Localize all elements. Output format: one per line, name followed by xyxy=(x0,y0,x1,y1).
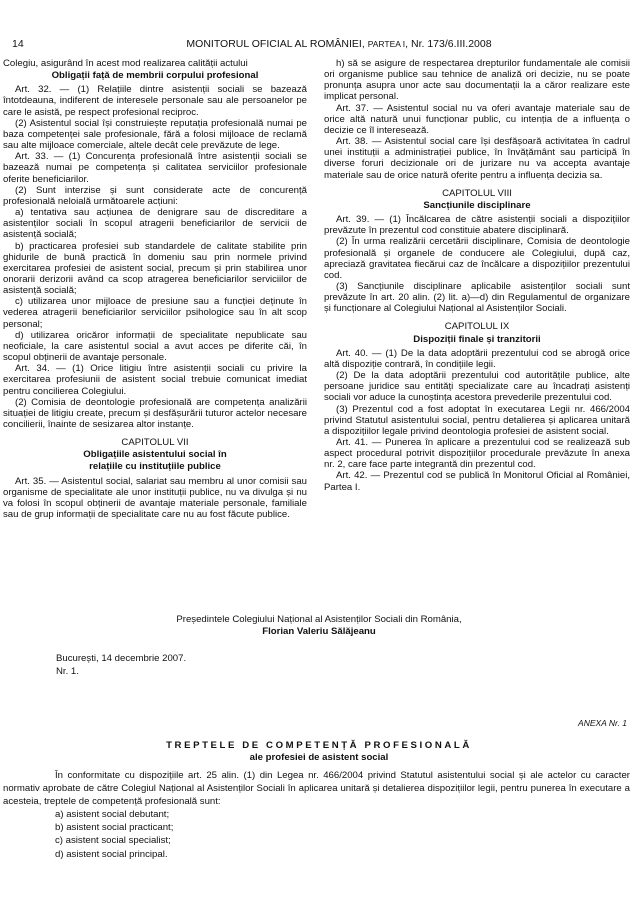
annex-label: ANEXA Nr. 1 xyxy=(578,718,627,728)
article-33-d: d) utilizarea oricăror informații de specialitate nepublicate sau neoficiale, la care asistentul social a avut acces pe diferite căi, în scopul obținerii de avantaje personale. xyxy=(3,329,307,364)
article-35: Art. 35. — Asistentul social, salariat sau membru al unor comisii sau organisme de specialitate ale unor instituții publice, nu va divulga și nu va folosi în scopul obținerii de avantaje materiale personale, familiale sau de grup informații de specialitate care nu au fost făcute publice. xyxy=(3,475,307,521)
article-40-1: Art. 40. — (1) De la data adoptării prezentului cod se abrogă orice altă dispoziție contrară, în condițiile legii. xyxy=(324,347,630,370)
page-number: 14 xyxy=(12,38,24,50)
item-h: h) să se asigure de respectarea drepturilor fundamentale ale comisii ori organisme publice sau tehnice de analiză ori decizie, nu se poate pronunța asupra unor acte sau documentații la a căror realizare este implicat personal. xyxy=(324,58,630,103)
article-32-2: (2) Asistentul social își construiește reputația profesională numai pe baza competenței sale profesionale, fără a folosi mijloace de reclamă sau alte mijloace comerciale, altele decât cele prevăzute de lege. xyxy=(3,117,307,152)
article-42: Art. 42. — Prezentul cod se publică în Monitorul Oficial al României, Partea I. xyxy=(324,470,630,493)
annex-intro: În conformitate cu dispozițiile art. 25 alin. (1) din Legea nr. 466/2004 privind Statutul asistentului social și ale actelor cu caracter normativ aprobate de către Colegiul Național al Asistenților Sociali în aplicarea unitară și detalierea dispozițiilor legii, pentru punerea în executare a acesteia, treptele de competență profesională sunt: xyxy=(3,770,630,808)
signatory-role: Președintele Colegiului Național al Asistenților Sociali din România, xyxy=(176,614,462,625)
article-38: Art. 38. — Asistentul social care își desfășoară activitatea în cadrul unei instituții a administrației publice, în învățământ sau participă în diverse foruri decizionale ori de jurizare nu va accepta avantaje materiale sau de orice natură oferite pentru a influența decizia sa. xyxy=(324,136,630,181)
article-39-3: (3) Sancțiunile disciplinare aplicabile asistenților sociali sunt prevăzute în art. 20 alin. (2) lit. a)—d) din Regulamentul de organizare și funcționare al Colegiului Național al Asistenților Sociali. xyxy=(324,280,630,315)
chapter-heading: CAPITOLUL VIII xyxy=(442,187,512,199)
article-41: Art. 41. — Punerea în aplicare a prezentului cod se realizează sub aspect procedural potrivit dispozițiilor procedurale prevăzute în anexa nr. 2, care face parte integrantă din prezentul cod. xyxy=(324,437,630,471)
annex-title-line: TREPTELE DE COMPETENȚĂ PROFESIONALĂ xyxy=(166,740,472,751)
chapter-heading: CAPITOLUL VII xyxy=(121,437,189,449)
chapter-title: Dispoziții finale și tranzitorii xyxy=(413,333,541,345)
article-34-1: Art. 34. — (1) Orice litigiu între asistenții sociali cu privire la exercitarea profesiunii de asistent social trebuie comunicat imediat pentru concilierea Colegiului. xyxy=(3,363,307,397)
annex-body xyxy=(3,769,630,861)
article-33-1: Art. 33. — (1) Concurența profesională între asistenții sociali se bazează numai pe competența și calitatea serviciilor profesionale oferite beneficiarilor. xyxy=(3,151,307,185)
chapter-title-line: relațiile cu instituțiile publice xyxy=(89,461,221,473)
article-33-c: c) utilizarea unor mijloace de presiune sau a funcției deținute în vederea atragerii beneficiarilor serviciilor psihologice sau în alt scop personal; xyxy=(3,296,307,330)
chapter-title-line: Obligațiile asistentului social în xyxy=(83,449,227,461)
signatory-name: Florian Valeriu Sălăjeanu xyxy=(262,626,376,637)
article-39-1: Art. 39. — (1) Încălcarea de către asistenții sociali a dispozițiilor prevăzute în prezentul cod constituie abatere disciplinară. xyxy=(324,214,630,237)
article-37: Art. 37. — Asistentul social nu va oferi avantaje materiale sau de orice altă natură unui funcționar public, cu intenția de a influența o decizie ce îl interesează. xyxy=(324,102,630,136)
page-header xyxy=(0,38,638,52)
paragraph: Colegiu, asigurând în acest mod realizarea calității actului xyxy=(3,58,248,69)
issue-number: Nr. 1. xyxy=(56,666,79,677)
date-block xyxy=(56,652,186,678)
article-40-3: (3) Prezentul cod a fost adoptat în executarea Legii nr. 466/2004 privind Statutul asistentului social, pentru detalierea și aplicarea unitară a dispozițiilor legale privind deontologia profesiei de asistent social. xyxy=(324,403,630,437)
signature-block xyxy=(0,614,638,638)
article-33-a: a) tentativa sau acțiunea de denigrare sau de discreditare a asistenților sociali în scopul atragerii beneficiarilor de servicii de asistență socială; xyxy=(3,207,307,241)
competence-levels-list xyxy=(3,808,630,860)
list-item: b) asistent social practicant; xyxy=(55,822,174,834)
chapter-title: Sancțiunile disciplinare xyxy=(423,199,531,211)
left-column xyxy=(3,58,307,520)
running-head xyxy=(0,38,638,50)
article-34-2: (2) Comisia de deontologie profesională are competența analizării situației de litigiu create, precum și desfășurării tuturor actelor necesare concilierii, înainte de sesizarea altor instanțe. xyxy=(3,396,307,430)
annex-title xyxy=(0,740,638,764)
article-40-2: (2) De la data adoptării prezentului cod autoritățile publice, alte persoane juridice sau entități specializate care au încadrați asistenți sociali vor aduce la cunoștința acestora prevederile prezentului cod. xyxy=(324,370,630,404)
running-head-part: PARTEA I xyxy=(367,39,406,49)
article-39-2: (2) În urma realizării cercetării disciplinare, Comisia de deontologie profesională și organele de conducere ale Colegiului, după caz, apreciază gravitatea fiecărui caz de încălcare a dispozițiilor prezentului cod. xyxy=(324,236,630,281)
annex-subtitle: ale profesiei de asistent social xyxy=(249,752,389,763)
issue-date: București, 14 decembrie 2007. xyxy=(56,653,187,664)
chapter-heading: CAPITOLUL IX xyxy=(444,321,510,333)
running-head-publication: MONITORUL OFICIAL AL ROMÂNIEI, xyxy=(186,38,368,50)
list-item: a) asistent social debutant; xyxy=(55,809,170,821)
running-head-issue: , Nr. 173/6.III.2008 xyxy=(405,38,492,50)
right-column xyxy=(324,58,630,493)
article-33-2: (2) Sunt interzise și sunt considerate acte de concurență profesională neloială următoarele acțiuni: xyxy=(3,184,307,207)
section-heading: Obligații față de membrii corpului profesional xyxy=(51,70,259,82)
list-item: c) asistent social specialist; xyxy=(55,835,171,847)
article-33-b: b) practicarea profesiei sub standardele de calitate stabilite prin ghidurile de bună practică în domeniu sau prin normele privind exercitarea profesiei de asistent social, precum și prin stabilirea unor onorarii derizorii având ca scop atragerea beneficiarilor serviciilor de asistență socială; xyxy=(3,240,307,297)
article-32-1: Art. 32. — (1) Relațiile dintre asistenții sociali se bazează întotdeauna, indiferent de interesele personale sau ale persoanelor pe care le asistă, pe respect profesional reciproc. xyxy=(3,84,307,118)
list-item: d) asistent social principal. xyxy=(55,848,168,860)
